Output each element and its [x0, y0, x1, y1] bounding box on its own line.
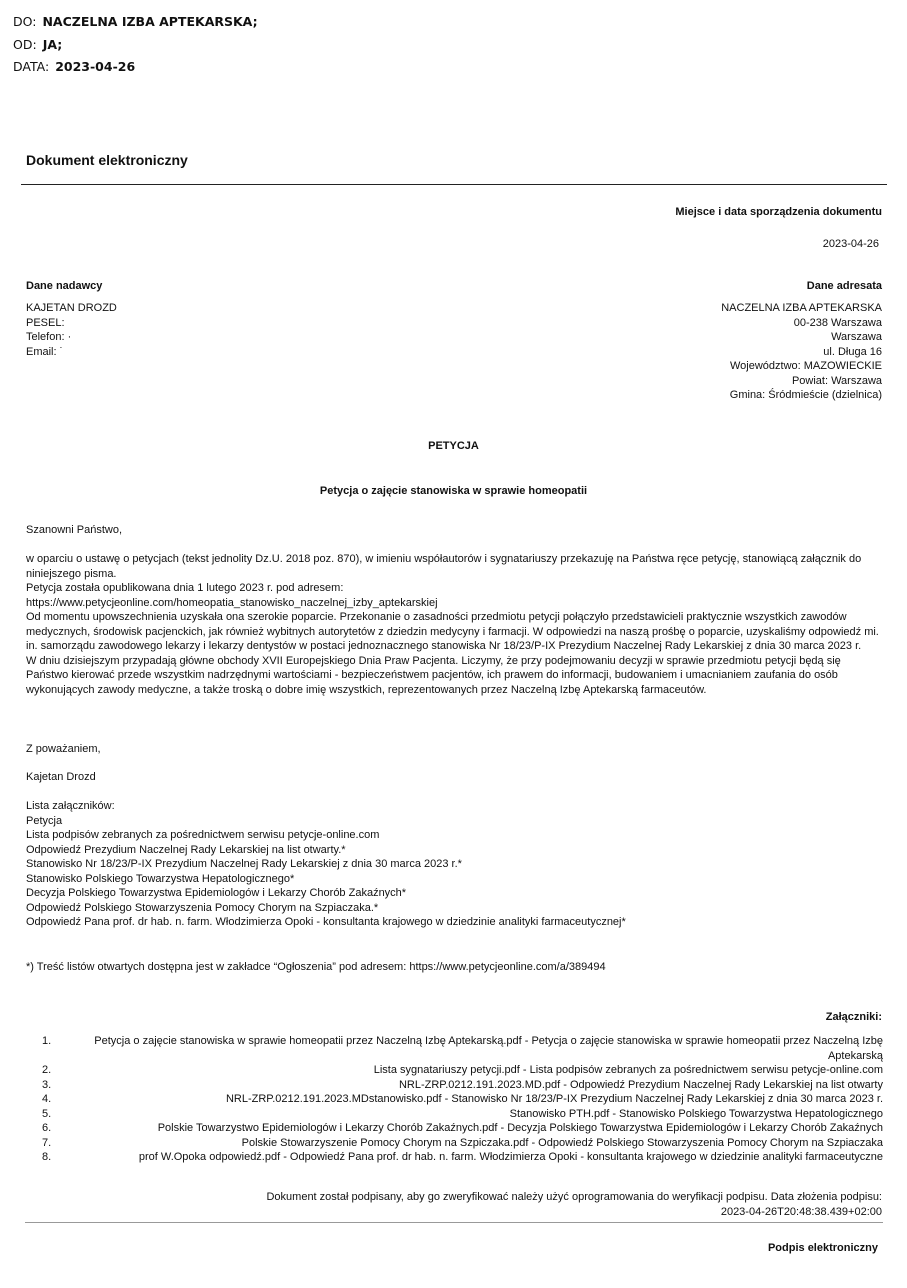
list-item: Stanowisko Polskiego Towarzystwa Hepatologicznego*	[26, 872, 295, 885]
header-to-label: DO:	[13, 14, 37, 29]
attachment-file[interactable]: Stanowisko PTH.pdf - Stanowisko Polskiego Towarzystwa Hepatologicznego	[509, 1107, 883, 1120]
recipient-block	[721, 301, 882, 403]
recipient-voivodeship: Województwo: MAZOWIECKIE	[730, 360, 882, 372]
greeting: Szanowni Państwo,	[26, 524, 122, 536]
attachment-number: 2.	[42, 1064, 52, 1076]
attachments-list	[26, 799, 626, 930]
list-item: Stanowisko Nr 18/23/P-IX Prezydium Naczelnej Rady Lekarskiej z dnia 30 marca 2023 r.*	[26, 858, 462, 870]
recipient-postal: 00-238 Warszawa	[793, 316, 882, 329]
body-link[interactable]: https://www.petycjeonline.com/homeopatia_stanowisko_naczelnej_izby_aptekarskiej	[26, 596, 438, 609]
list-item: Petycja	[26, 814, 63, 827]
attachment-file[interactable]: NRL-ZRP.0212.191.2023.MD.pdf - Odpowiedź Prezydium Naczelnej Rady Lekarskiej na list otwarty	[398, 1078, 883, 1091]
body-paragraph: Od momentu upowszechnienia uzyskała ona szerokie poparcie. Przekonanie o zasadności przedmiotu petycji połączyło przedstawicieli praktycznie wszystkich zawodów medycznych, środowisk pacjenckich, jak również wybitnych autorytetów z dziedzin medycyny i farmacji. W odpowiedzi na naszą prośbę o poparcie, uzyskaliśmy odpowiedź mi. in. samorządu zawodowego lekarzy i lekarzy dentystów w postaci jednoznacznego stanowiska Nr 18/23/P-IX Prezydium Naczelnej Rady Lekarskiej z dnia 30 marca 2023 r.	[26, 611, 879, 652]
signature-timestamp: 2023-04-26T20:48:38.439+02:00	[720, 1205, 882, 1218]
sender-pesel: PESEL:	[26, 316, 65, 329]
attachment-row[interactable]	[42, 1136, 883, 1151]
attachment-row[interactable]	[42, 1150, 883, 1165]
place-date-value: 2023-04-26	[822, 238, 879, 250]
petition-subject: Petycja o zajęcie stanowiska w sprawie homeopatii	[319, 485, 588, 497]
header-date-label: DATA:	[13, 59, 50, 74]
sender-phone: Telefon: ·	[26, 331, 72, 343]
attachment-number: 8.	[42, 1151, 52, 1163]
attachment-file[interactable]: prof W.Opoka odpowiedź.pdf - Odpowiedź Pana prof. dr hab. n. farm. Włodzimierza Opoki - konsultanta krajowego w dziedzinie analityki farmaceutyczne	[138, 1151, 883, 1163]
recipient-commune: Gmina: Śródmieście (dzielnica)	[729, 389, 882, 401]
header-from-value: JA;	[42, 37, 63, 52]
attachment-file[interactable]: NRL-ZRP.0212.191.2023.MDstanowisko.pdf - Stanowisko Nr 18/23/P-IX Prezydium Naczelnej Rady Lekarskiej z dnia 30 marca 2023 r.	[225, 1093, 883, 1105]
attachment-number: 5.	[42, 1107, 52, 1120]
attachment-number: 3.	[42, 1078, 52, 1091]
sender-email: Email: ˙	[26, 345, 64, 358]
attachment-file[interactable]: Lista sygnatariuszy petycji.pdf - Lista podpisów zebranych za pośrednictwem serwisu petycje-online.com	[373, 1064, 883, 1076]
body-paragraph: Petycja została opublikowana dnia 1 lutego 2023 r. pod adresem:	[26, 582, 344, 594]
sender-name: KAJETAN DROZD	[26, 302, 117, 314]
attachment-file[interactable]: Petycja o zajęcie stanowiska w sprawie homeopatii przez Naczelną Izbę Aptekarską.pdf - Petycja o zajęcie stanowiska w sprawie homeopatii przez Naczelną Izbę Aptekarską	[94, 1035, 883, 1062]
body-paragraph: w oparciu o ustawę o petycjach (tekst jednolity Dz.U. 2018 poz. 870), w imieniu współautorów i sygnatariuszy przekazuję na Państwa ręce petycję, stanowiącą załącznik do niniejszego pisma.	[26, 553, 862, 580]
recipient-label: Dane adresata	[806, 280, 882, 292]
recipient-county: Powiat: Warszawa	[791, 374, 882, 387]
attachment-file[interactable]: Polskie Stowarzyszenie Pomocy Chorym na Szpiczaka.pdf - Odpowiedź Polskiego Stowarzyszenia Pomocy Chorym na Szpiaczaka	[241, 1136, 883, 1149]
header-date	[13, 59, 135, 74]
recipient-street: ul. Długa 16	[823, 345, 882, 358]
attachment-row[interactable]	[42, 1121, 883, 1136]
attachment-file[interactable]: Polskie Towarzystwo Epidemiologów i Lekarzy Chorób Zakaźnych.pdf - Decyzja Polskiego Towarzystwa Epidemiologów i Lekarzy Chorób Zakaźnych	[157, 1122, 883, 1134]
attachment-row[interactable]	[42, 1078, 883, 1093]
attachment-row[interactable]	[42, 1034, 883, 1063]
header-to	[13, 14, 258, 29]
signature-label: Podpis elektroniczny	[767, 1242, 878, 1254]
attachments-heading: Załączniki:	[825, 1011, 882, 1023]
document-title: Dokument elektroniczny	[26, 152, 188, 168]
signature-note	[182, 1190, 882, 1219]
list-item: Decyzja Polskiego Towarzystwa Epidemiologów i Lekarzy Chorób Zakaźnych*	[26, 887, 407, 899]
attachment-row[interactable]	[42, 1063, 883, 1078]
list-item: Odpowiedź Polskiego Stowarzyszenia Pomocy Chorym na Szpiaczaka.*	[26, 901, 379, 914]
title-divider	[21, 184, 887, 185]
body-text	[26, 552, 884, 697]
attachments-list-label: Lista załączników:	[26, 800, 115, 812]
recipient-name: NACZELNA IZBA APTEKARSKA	[721, 302, 882, 314]
sender-label: Dane nadawcy	[26, 280, 103, 292]
closing: Z poważaniem,	[26, 743, 101, 755]
header-to-value: NACZELNA IZBA APTEKARSKA;	[42, 14, 258, 29]
list-item: Odpowiedź Pana prof. dr hab. n. farm. Włodzimierza Opoki - konsultanta krajowego w dziedzinie analityki farmaceutycznej*	[26, 916, 626, 928]
sender-block	[26, 301, 117, 359]
attachment-number: 4.	[42, 1093, 52, 1105]
list-item: Lista podpisów zebranych za pośrednictwem serwisu petycje-online.com	[26, 829, 380, 841]
attachments-table	[42, 1034, 883, 1165]
body-paragraph: W dniu dzisiejszym przypadają główne obchody XVII Europejskiego Dnia Praw Pacjenta. Liczymy, że przy podejmowaniu decyzji w sprawie przedmiotu petycji będą się Państwo kierować przede wszystkim nadrzędnymi wartościami - bezpieczeństwem pacjentów, ich prawem do informacji, budowaniem i umacnianiem zaufania do osób wykonujących zawody medyczne, a także troską o dobre imię wszystkich, reprezentowanych przez Naczelną Izbę Aptekarską farmaceutów.	[26, 654, 841, 696]
attachment-row[interactable]	[42, 1107, 883, 1122]
header-from	[13, 37, 62, 52]
header-date-value: 2023-04-26	[55, 59, 136, 74]
petition-heading: PETYCJA	[428, 440, 479, 452]
attachment-number: 7.	[42, 1136, 52, 1149]
place-date-label: Miejsce i data sporządzenia dokumentu	[675, 206, 882, 218]
signature-divider	[25, 1222, 883, 1223]
attachment-number: 6.	[42, 1122, 52, 1134]
signature-note-text: Dokument został podpisany, aby go zweryfikować należy użyć oprogramowania do weryfikacji podpisu. Data złożenia podpisu:	[266, 1191, 882, 1203]
attachment-row[interactable]	[42, 1092, 883, 1107]
header-from-label: OD:	[13, 37, 37, 52]
footnote: *) Treść listów otwartych dostępna jest w zakładce “Ogłoszenia” pod adresem: https://www.petycjeonline.com/a/389494	[26, 961, 606, 973]
recipient-city: Warszawa	[831, 331, 882, 343]
list-item: Odpowiedź Prezydium Naczelnej Rady Lekarskiej na list otwarty.*	[26, 843, 346, 856]
signer-name: Kajetan Drozd	[26, 771, 96, 783]
attachment-number: 1.	[42, 1035, 52, 1047]
